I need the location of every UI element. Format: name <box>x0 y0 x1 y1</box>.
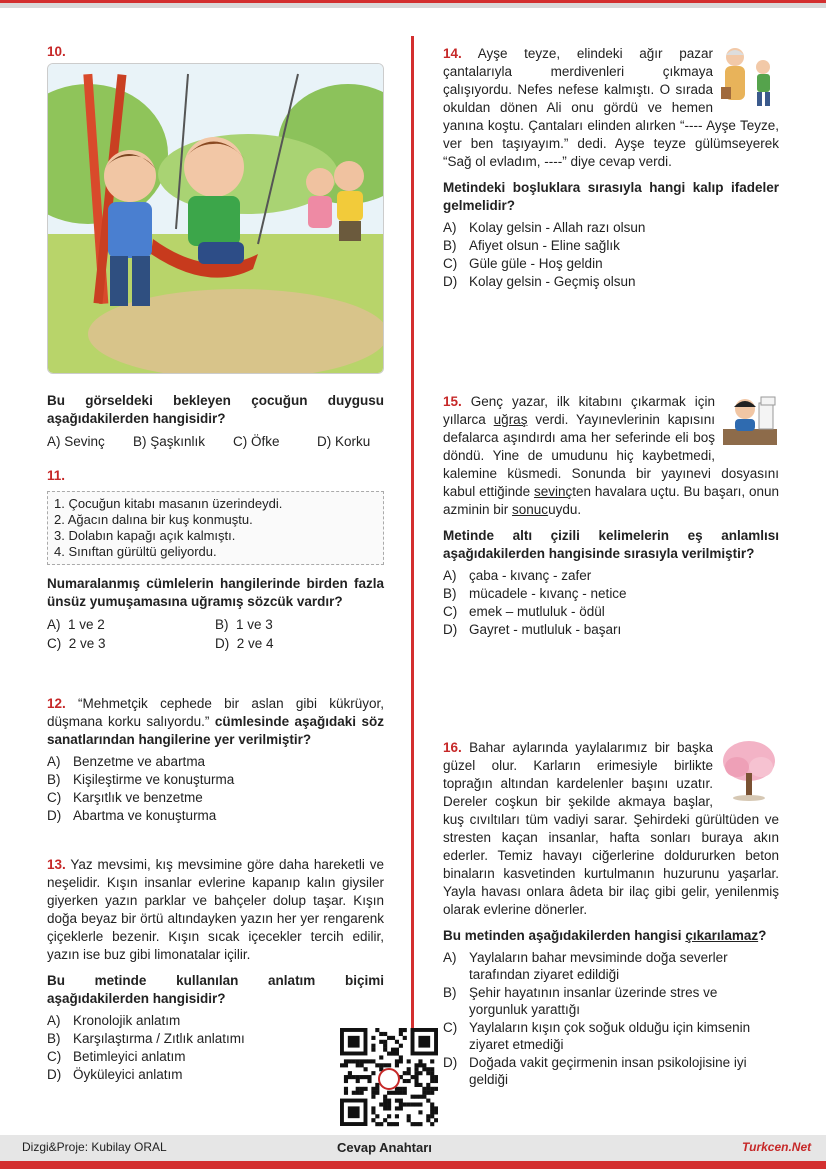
option-d[interactable] <box>215 634 383 653</box>
passage-part-4: uydu. <box>548 502 582 517</box>
option-letter: A) <box>47 617 61 632</box>
question-stem: Metindeki boşluklara sırasıyla hangi kalıp ifadeler gelmelidir? <box>443 180 779 213</box>
option-c[interactable] <box>47 789 384 807</box>
passage-text: Yaz mevsimi, kış mevsimine göre daha hareketli ve neşelidir. Kışın insanlar evlerine kapanıp kalın giysiler giyerken yazın parklar ve bahçeler dolup taşar. Kışın doğa beyaz bir örtü altındayken yazın her yer rengarenk çiçeklerle bezenir. Kışın sıcak içecekler tercih edilir, yazın ise buz gibi limonatalar içilir. <box>47 857 384 962</box>
option-letter: D) <box>317 434 332 449</box>
question-15 <box>443 393 779 639</box>
option-text: 1 ve 2 <box>68 617 105 632</box>
option-text: Yaylaların bahar mevsiminde doğa severler tarafından ziyaret edildiği <box>469 950 728 982</box>
option-b[interactable] <box>47 1030 384 1048</box>
option-text: Betimleyici anlatım <box>73 1049 186 1064</box>
question-14 <box>443 45 779 291</box>
qr-code-icon <box>340 1028 438 1130</box>
option-b[interactable] <box>133 434 233 449</box>
brand-logo: Turkcen.Net <box>742 1140 812 1154</box>
option-c[interactable] <box>443 255 779 273</box>
option-b[interactable] <box>47 771 384 789</box>
option-d[interactable] <box>47 1066 384 1084</box>
underlined-word-2: sevinç <box>533 484 573 499</box>
option-letter: B) <box>443 238 457 253</box>
writer-at-desk-illustration <box>721 393 779 449</box>
passage-text: Bahar aylarında yaylalarımız bir başka güzel olur. Karların erimesiyle birlikte toprağın altından kardelenler başını uzatır. Dereler coşkun bir şekilde akmaya başlar, kuş cıvıltıları tüm vadiyi sarar. Şehirdeki gürültüden ve stresten kaçan insanlar, hafta sonları buraya akın ederler. Temiz havayı ciğerlerine doldururken beton binaların kasvetinden kurtulmanın huzurunu yaşarlar. Yayla havası onlara âdeta bir ilaç gibi gelir, yenilenmiş olarak evlerine dönerler. <box>443 740 779 917</box>
option-text: Karşılaştırma / Zıtlık anlatımı <box>73 1031 245 1046</box>
stem-part-1: Bu metinden aşağıdakilerden hangisi <box>443 928 686 943</box>
sentence-4: 4. Sınıftan gürültü geliyordu. <box>54 544 217 559</box>
option-letter: A) <box>443 568 457 583</box>
option-a[interactable] <box>47 615 215 634</box>
options-grid <box>47 615 384 653</box>
option-text: Abartma ve konuşturma <box>73 808 217 823</box>
option-c[interactable] <box>233 434 317 449</box>
option-letter: A) <box>47 434 61 449</box>
option-letter: B) <box>133 434 147 449</box>
column-divider <box>411 36 414 1126</box>
option-a[interactable] <box>443 219 779 237</box>
option-letter: C) <box>443 604 458 619</box>
option-letter: D) <box>443 1055 458 1070</box>
question-number: 12. <box>47 696 66 711</box>
option-c[interactable] <box>443 603 779 621</box>
option-text: Karşıtlık ve benzetme <box>73 790 203 805</box>
option-letter: C) <box>443 1020 458 1035</box>
blossom-tree-illustration <box>719 739 779 801</box>
answer-key-link[interactable]: Cevap Anahtarı <box>337 1140 432 1155</box>
question-10 <box>47 44 384 449</box>
option-text: 1 ve 3 <box>236 617 273 632</box>
option-letter: C) <box>233 434 248 449</box>
top-accent <box>0 0 826 3</box>
option-letter: D) <box>443 274 458 289</box>
option-b[interactable] <box>443 585 779 603</box>
sentence-box <box>47 491 384 565</box>
grandma-child-illustration <box>719 45 779 111</box>
stem-part-2: ? <box>758 928 767 943</box>
question-11 <box>47 468 384 653</box>
question-13 <box>47 856 384 1084</box>
credit-text: Dizgi&Proje: Kubilay ORAL <box>22 1140 167 1154</box>
question-12 <box>47 695 384 825</box>
underlined-word-3: sonuc <box>512 502 549 517</box>
question-stem: Metinde altı çizili kelimelerin eş anlamlısı aşağıdakilerden hangisinde sırasıyla verilmiştir? <box>443 528 779 561</box>
option-a[interactable] <box>47 1012 384 1030</box>
passage-part-1: Genç yazar, ilk kitabını çıkarmak için yıllarca <box>443 394 715 427</box>
option-text: Afiyet olsun - Eline sağlık <box>469 238 620 253</box>
quote-text: “Mehmetçik cephede bir aslan gibi kükrüyor, düşmana korku salıyordu.” <box>47 696 384 729</box>
option-letter: D) <box>47 1067 62 1082</box>
option-c[interactable] <box>47 1048 384 1066</box>
option-letter: D) <box>443 622 458 637</box>
option-text: emek – mutluluk - ödül <box>469 604 605 619</box>
option-d[interactable] <box>443 273 779 291</box>
option-text: 2 ve 3 <box>68 636 106 651</box>
option-text: Kolay gelsin - Geçmiş olsun <box>469 274 636 289</box>
option-letter: A) <box>47 754 61 769</box>
question-number: 10. <box>47 44 66 59</box>
option-text: Sevinç <box>64 434 105 449</box>
question-number: 13. <box>47 857 66 872</box>
option-text: Kişileştirme ve konuşturma <box>73 772 235 787</box>
option-a[interactable] <box>443 567 779 585</box>
option-letter: A) <box>47 1013 61 1028</box>
option-letter: B) <box>443 586 457 601</box>
swing-illustration <box>47 63 384 374</box>
question-stem: Numaralanmış cümlelerin hangilerinde birden fazla ünsüz yumuşamasına uğramış sözcük vardır? <box>47 576 384 609</box>
passage-text: Ayşe teyze, elindeki ağır pazar çantalarıyla merdivenleri çıkmaya çalışıyordu. Nefes nefese kalmıştı. O sırada okuldan dönen Ali onu gördü ve hemen yanına koştu. Çantaları elinden alırken “---- Ayşe Teyze, ver ben taşıyayım.” dedi. Ayşe teyze gülümseyerek “Sağ ol evladım, ----” diye cevap verdi. <box>443 46 779 169</box>
option-letter: C) <box>47 1049 62 1064</box>
option-letter: B) <box>215 617 229 632</box>
option-text: Benzetme ve abartma <box>73 754 206 769</box>
option-b[interactable] <box>443 984 779 1018</box>
option-d[interactable] <box>443 1054 779 1088</box>
option-text: Şehir hayatının insanlar üzerinde stres ve yorgunluk yarattığı <box>469 985 718 1017</box>
option-text: Gayret - mutluluk - başarı <box>469 622 622 637</box>
question-number: 14. <box>443 46 462 61</box>
option-letter: D) <box>47 808 62 823</box>
option-letter: D) <box>215 636 230 651</box>
option-letter: C) <box>443 256 458 271</box>
option-text: 2 ve 4 <box>236 636 274 651</box>
option-c[interactable] <box>443 1019 779 1053</box>
question-number: 15. <box>443 394 462 409</box>
option-text: Öyküleyici anlatım <box>73 1067 183 1082</box>
question-number: 16. <box>443 740 462 755</box>
option-text: Doğada vakit geçirmenin insan psikolojisine iyi geldiği <box>469 1055 747 1087</box>
question-text <box>47 695 384 749</box>
options-list <box>47 1012 384 1084</box>
option-c[interactable] <box>47 634 215 653</box>
option-text: mücadele - kıvanç - netice <box>469 586 627 601</box>
playground-swing-image <box>48 64 383 373</box>
option-d[interactable] <box>443 621 779 639</box>
question-16 <box>443 739 779 1088</box>
option-text: Şaşkınlık <box>150 434 206 449</box>
option-text: Kolay gelsin - Allah razı olsun <box>469 220 646 235</box>
option-d[interactable] <box>317 434 370 449</box>
question-stem: Bu görseldeki bekleyen çocuğun duygusu aşağıdakilerden hangisidir? <box>47 393 384 426</box>
sentence-1: 1. Çocuğun kitabı masanın üzerindeydi. <box>54 496 283 511</box>
underlined-word-1: uğraş <box>493 412 528 427</box>
passage-part-2: verdi. Yayınevlerinin kapısını defalarca aşındırdı ama her seferinde eli boş döndü. Yine de umudunu hiç kaybetmedi, kalemine küsmedi. Sonunda bir yayınevi dosyasını kabul ettiğinde <box>443 412 779 499</box>
stem-underlined: çıkarılamaz <box>685 928 759 943</box>
option-d[interactable] <box>47 807 384 825</box>
options-row <box>47 434 384 449</box>
option-letter: B) <box>47 772 61 787</box>
question-stem <box>443 927 779 945</box>
option-letter: C) <box>47 790 62 805</box>
option-text: Yaylaların kışın çok soğuk olduğu için kimsenin ziyaret etmediği <box>469 1020 751 1052</box>
passage <box>47 856 384 964</box>
qr-code[interactable] <box>340 1028 438 1130</box>
options-list <box>443 219 779 291</box>
option-a[interactable] <box>443 949 779 983</box>
footer-accent <box>0 1161 826 1169</box>
sentence-3: 3. Dolabın kapağı açık kalmıştı. <box>54 528 236 543</box>
option-text: Kronolojik anlatım <box>73 1013 181 1028</box>
options-list <box>443 949 779 1088</box>
option-a[interactable] <box>47 434 133 449</box>
question-number: 11. <box>47 468 66 483</box>
option-text: Korku <box>335 434 371 449</box>
question-stem: Bu metinde kullanılan anlatım biçimi aşağıdakilerden hangisidir? <box>47 973 384 1006</box>
option-a[interactable] <box>47 753 384 771</box>
option-text: çaba - kıvanç - zafer <box>469 568 592 583</box>
question-stem: cümlesinde aşağıdaki söz sanatlarından hangilerine yer verilmiştir? <box>47 714 384 747</box>
option-b[interactable] <box>443 237 779 255</box>
option-letter: C) <box>47 636 62 651</box>
options-list <box>443 567 779 639</box>
options-list <box>47 753 384 825</box>
option-letter: A) <box>443 220 457 235</box>
option-text: Öfke <box>251 434 280 449</box>
option-b[interactable] <box>215 615 383 634</box>
passage-part-3: ten havalara uçtu. Bu başarı, onun azminin bir <box>443 484 779 517</box>
option-letter: B) <box>443 985 457 1000</box>
sentence-2: 2. Ağacın dalına bir kuş konmuştu. <box>54 512 253 527</box>
option-letter: A) <box>443 950 457 965</box>
option-text: Güle güle - Hoş geldin <box>469 256 603 271</box>
option-letter: B) <box>47 1031 61 1046</box>
